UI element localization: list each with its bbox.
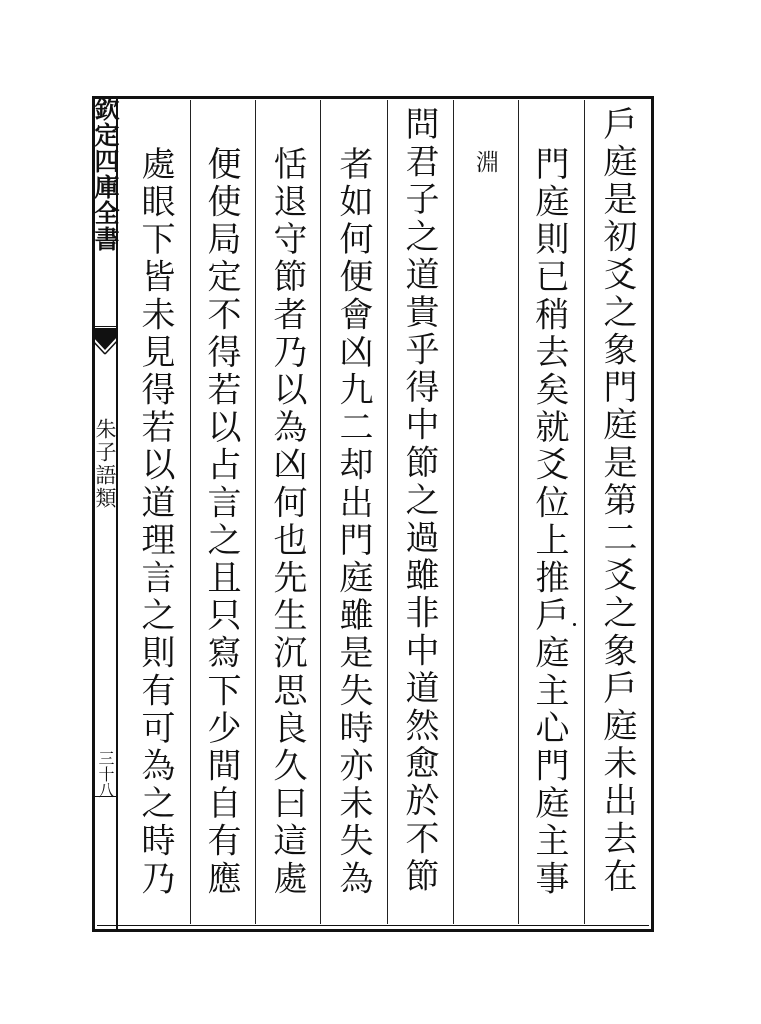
column-text: 便使局定不得若以占言之且只寫下少間自有應 [201, 146, 241, 898]
ink-speck [573, 623, 576, 626]
column-text: 問君子之道貴乎得中節之過雖非中道然愈於不節 [399, 106, 439, 896]
column-text: 者如何便會凶九二却出門庭雖是失時亦未失為 [333, 146, 373, 898]
column-text: 戶庭是初爻之象門庭是第二爻之象戶庭未出去在 [597, 106, 637, 896]
margin-rule-bottom [92, 796, 118, 797]
column-text: 門庭則已稍去矣就爻位上推戶庭主心門庭主事 [529, 146, 569, 898]
margin-rule-top [92, 326, 118, 327]
text-column-6 [196, 100, 254, 924]
sub-title: 朱子語類 [93, 418, 117, 510]
fishtail-mark-icon [92, 328, 118, 362]
text-column-2 [524, 100, 582, 924]
column-text: 恬退守節者乃以為凶何也先生沉思良久曰這處 [267, 146, 307, 898]
page-number: 三十八 [96, 750, 115, 798]
text-column-note [472, 100, 518, 924]
book-title: 欽定四庫全書 [91, 96, 120, 252]
text-column-4 [326, 100, 386, 924]
column-text: 處眼下皆未見得若以道理言之則有可為之時乃 [135, 146, 175, 898]
margin-strip [92, 96, 118, 932]
text-column-3 [392, 100, 452, 924]
text-column-1 [590, 100, 650, 924]
text-column-5 [260, 100, 320, 924]
column-note: 淵 [472, 150, 498, 175]
column-rule [453, 100, 454, 924]
text-column-7 [128, 100, 188, 924]
